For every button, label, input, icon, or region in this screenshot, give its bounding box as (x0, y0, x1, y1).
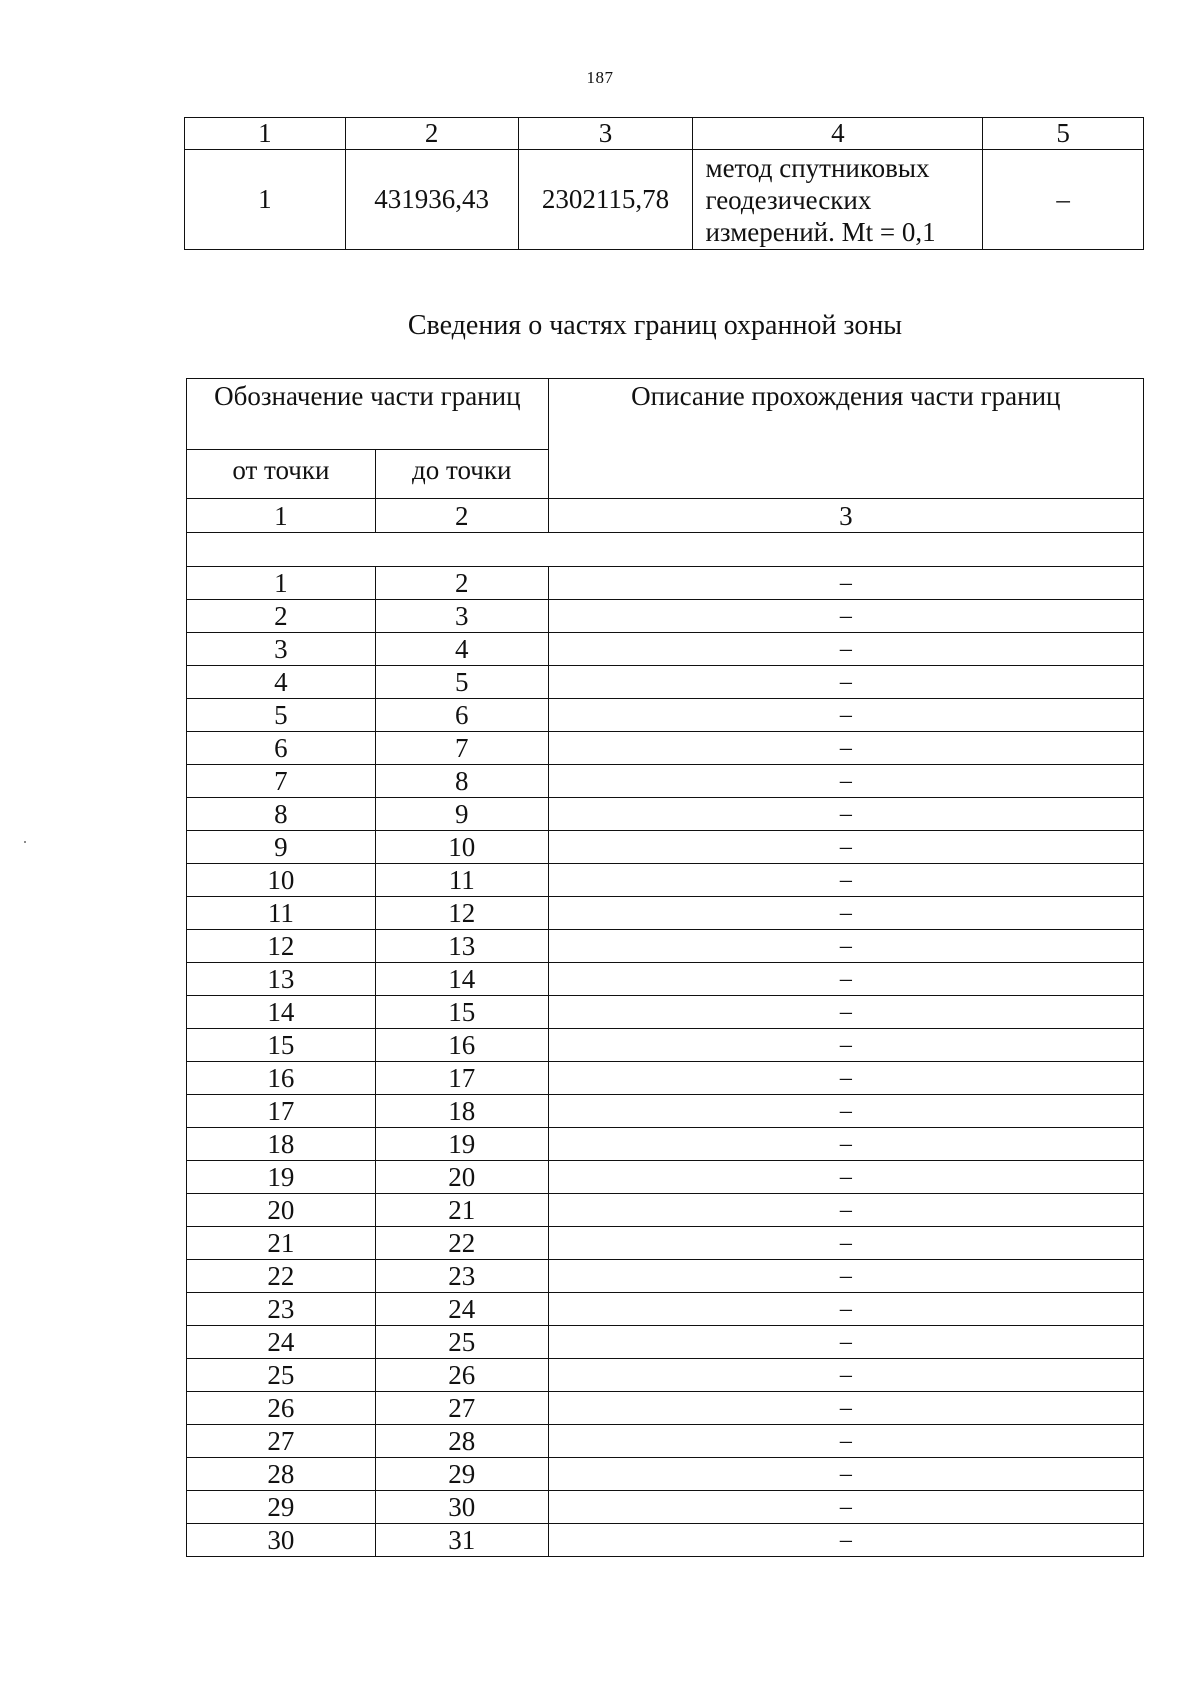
to-point-cell: 25 (375, 1326, 548, 1359)
header-cell: 2 (345, 118, 518, 150)
description-cell: – (548, 732, 1143, 765)
description-cell: – (548, 1194, 1143, 1227)
to-point-cell: 18 (375, 1095, 548, 1128)
table-row (187, 1062, 1144, 1095)
table-row (187, 1359, 1144, 1392)
from-point-cell: 24 (187, 1326, 376, 1359)
from-point-cell: 4 (187, 666, 376, 699)
from-point-cell: 14 (187, 996, 376, 1029)
to-point-cell: 24 (375, 1293, 548, 1326)
description-cell: – (548, 1524, 1143, 1557)
table-row (187, 567, 1144, 600)
description-cell: – (548, 1326, 1143, 1359)
to-point-cell: 8 (375, 765, 548, 798)
to-point-cell: 11 (375, 864, 548, 897)
to-point-cell: 29 (375, 1458, 548, 1491)
from-point-cell: 9 (187, 831, 376, 864)
table-row (187, 963, 1144, 996)
blank-row (187, 533, 1144, 567)
description-cell: – (548, 1425, 1143, 1458)
table-row (187, 1524, 1144, 1557)
to-point-cell: 26 (375, 1359, 548, 1392)
description-cell: – (548, 1260, 1143, 1293)
table-row (187, 831, 1144, 864)
table-row (187, 666, 1144, 699)
table-row (187, 798, 1144, 831)
table-row (187, 1128, 1144, 1161)
to-point-cell: 2 (375, 567, 548, 600)
header-cell: 4 (693, 118, 983, 150)
to-point-cell: 9 (375, 798, 548, 831)
to-point-cell: 13 (375, 930, 548, 963)
table-row (187, 1458, 1144, 1491)
header-cell: 1 (185, 118, 346, 150)
description-cell: – (548, 567, 1143, 600)
table-row (187, 1161, 1144, 1194)
to-point-cell: 17 (375, 1062, 548, 1095)
to-point-cell: 23 (375, 1260, 548, 1293)
from-point-cell: 19 (187, 1161, 376, 1194)
table-row (187, 1293, 1144, 1326)
description-cell: – (548, 930, 1143, 963)
description-cell: – (548, 1095, 1143, 1128)
to-point-cell: 3 (375, 600, 548, 633)
table-row (187, 864, 1144, 897)
method-line: метод спутниковых (705, 152, 930, 183)
description-cell: – (548, 963, 1143, 996)
description-cell: – (548, 897, 1143, 930)
from-point-cell: 22 (187, 1260, 376, 1293)
to-point-cell: 22 (375, 1227, 548, 1260)
table-row (187, 1095, 1144, 1128)
from-point-header: от точки (187, 450, 376, 499)
from-point-cell: 26 (187, 1392, 376, 1425)
table-row (187, 1029, 1144, 1062)
from-point-cell: 5 (187, 699, 376, 732)
description-cell: – (548, 831, 1143, 864)
to-point-cell: 31 (375, 1524, 548, 1557)
from-point-cell: 28 (187, 1458, 376, 1491)
coordinate-y: 2302115,78 (518, 150, 693, 250)
boundary-parts-table (186, 378, 1144, 1557)
description-header: Описание прохождения части границ (548, 379, 1143, 499)
parts-table-body (187, 567, 1144, 1557)
from-point-cell: 25 (187, 1359, 376, 1392)
from-point-cell: 3 (187, 633, 376, 666)
from-point-cell: 21 (187, 1227, 376, 1260)
description-cell: – (548, 1359, 1143, 1392)
scan-speck (24, 841, 26, 843)
to-point-cell: 15 (375, 996, 548, 1029)
coordinates-table-header (185, 118, 1144, 150)
table-row (187, 996, 1144, 1029)
from-point-cell: 27 (187, 1425, 376, 1458)
description-cell: – (548, 1227, 1143, 1260)
column-number: 2 (375, 499, 548, 533)
description-cell: – (548, 1161, 1143, 1194)
description-cell: – (548, 996, 1143, 1029)
from-point-cell: 11 (187, 897, 376, 930)
table-row (187, 1425, 1144, 1458)
table-row (187, 732, 1144, 765)
from-point-cell: 10 (187, 864, 376, 897)
table-row (187, 699, 1144, 732)
description-cell: – (548, 1458, 1143, 1491)
description-cell: – (548, 1293, 1143, 1326)
from-point-cell: 30 (187, 1524, 376, 1557)
table-row (187, 1260, 1144, 1293)
description-cell: – (548, 1392, 1143, 1425)
header-cell: 3 (518, 118, 693, 150)
to-point-cell: 7 (375, 732, 548, 765)
from-point-cell: 1 (187, 567, 376, 600)
from-point-cell: 7 (187, 765, 376, 798)
description-cell: – (548, 864, 1143, 897)
to-point-cell: 12 (375, 897, 548, 930)
table-row (185, 150, 1144, 250)
column-number-row (187, 499, 1144, 533)
table-row (187, 1326, 1144, 1359)
point-number: 1 (185, 150, 346, 250)
from-point-cell: 16 (187, 1062, 376, 1095)
to-point-cell: 6 (375, 699, 548, 732)
table-row (187, 1194, 1144, 1227)
column-number: 1 (187, 499, 376, 533)
description-cell: – (548, 798, 1143, 831)
description-cell: – (548, 600, 1143, 633)
designation-header: Обозначение части границ (187, 379, 549, 450)
parts-table-header-row (187, 379, 1144, 450)
to-point-cell: 10 (375, 831, 548, 864)
table-row (187, 930, 1144, 963)
from-point-cell: 17 (187, 1095, 376, 1128)
coordinate-x: 431936,43 (345, 150, 518, 250)
description-cell: – (548, 1491, 1143, 1524)
description-cell: – (548, 1128, 1143, 1161)
to-point-cell: 5 (375, 666, 548, 699)
from-point-cell: 23 (187, 1293, 376, 1326)
from-point-cell: 15 (187, 1029, 376, 1062)
to-point-cell: 21 (375, 1194, 548, 1227)
column-number: 3 (548, 499, 1143, 533)
page-number: 187 (586, 68, 614, 87)
section-title: Сведения о частях границ охранной зоны (407, 310, 903, 341)
to-point-cell: 30 (375, 1491, 548, 1524)
description-cell: – (548, 699, 1143, 732)
from-point-cell: 6 (187, 732, 376, 765)
to-point-cell: 28 (375, 1425, 548, 1458)
coordinates-table (184, 117, 1144, 250)
header-cell: 5 (983, 118, 1144, 150)
to-point-cell: 20 (375, 1161, 548, 1194)
to-point-cell: 16 (375, 1029, 548, 1062)
table-row (187, 897, 1144, 930)
to-point-cell: 4 (375, 633, 548, 666)
description-cell: – (548, 666, 1143, 699)
from-point-cell: 2 (187, 600, 376, 633)
table-row (187, 633, 1144, 666)
from-point-cell: 8 (187, 798, 376, 831)
method-line: измерений. Mt = 0,1 (705, 216, 936, 247)
description-cell: – (548, 1062, 1143, 1095)
from-point-cell: 20 (187, 1194, 376, 1227)
to-point-header: до точки (375, 450, 548, 499)
blank-cell (187, 533, 1144, 567)
from-point-cell: 12 (187, 930, 376, 963)
from-point-cell: 13 (187, 963, 376, 996)
table-row (187, 1227, 1144, 1260)
from-point-cell: 29 (187, 1491, 376, 1524)
to-point-cell: 14 (375, 963, 548, 996)
from-point-cell: 18 (187, 1128, 376, 1161)
to-point-cell: 27 (375, 1392, 548, 1425)
note-cell: – (983, 150, 1144, 250)
method-description (693, 150, 983, 250)
method-line: геодезических (705, 184, 872, 215)
table-row (187, 600, 1144, 633)
table-row (187, 1392, 1144, 1425)
table-row (187, 765, 1144, 798)
description-cell: – (548, 1029, 1143, 1062)
description-cell: – (548, 765, 1143, 798)
to-point-cell: 19 (375, 1128, 548, 1161)
description-cell: – (548, 633, 1143, 666)
table-row (187, 1491, 1144, 1524)
